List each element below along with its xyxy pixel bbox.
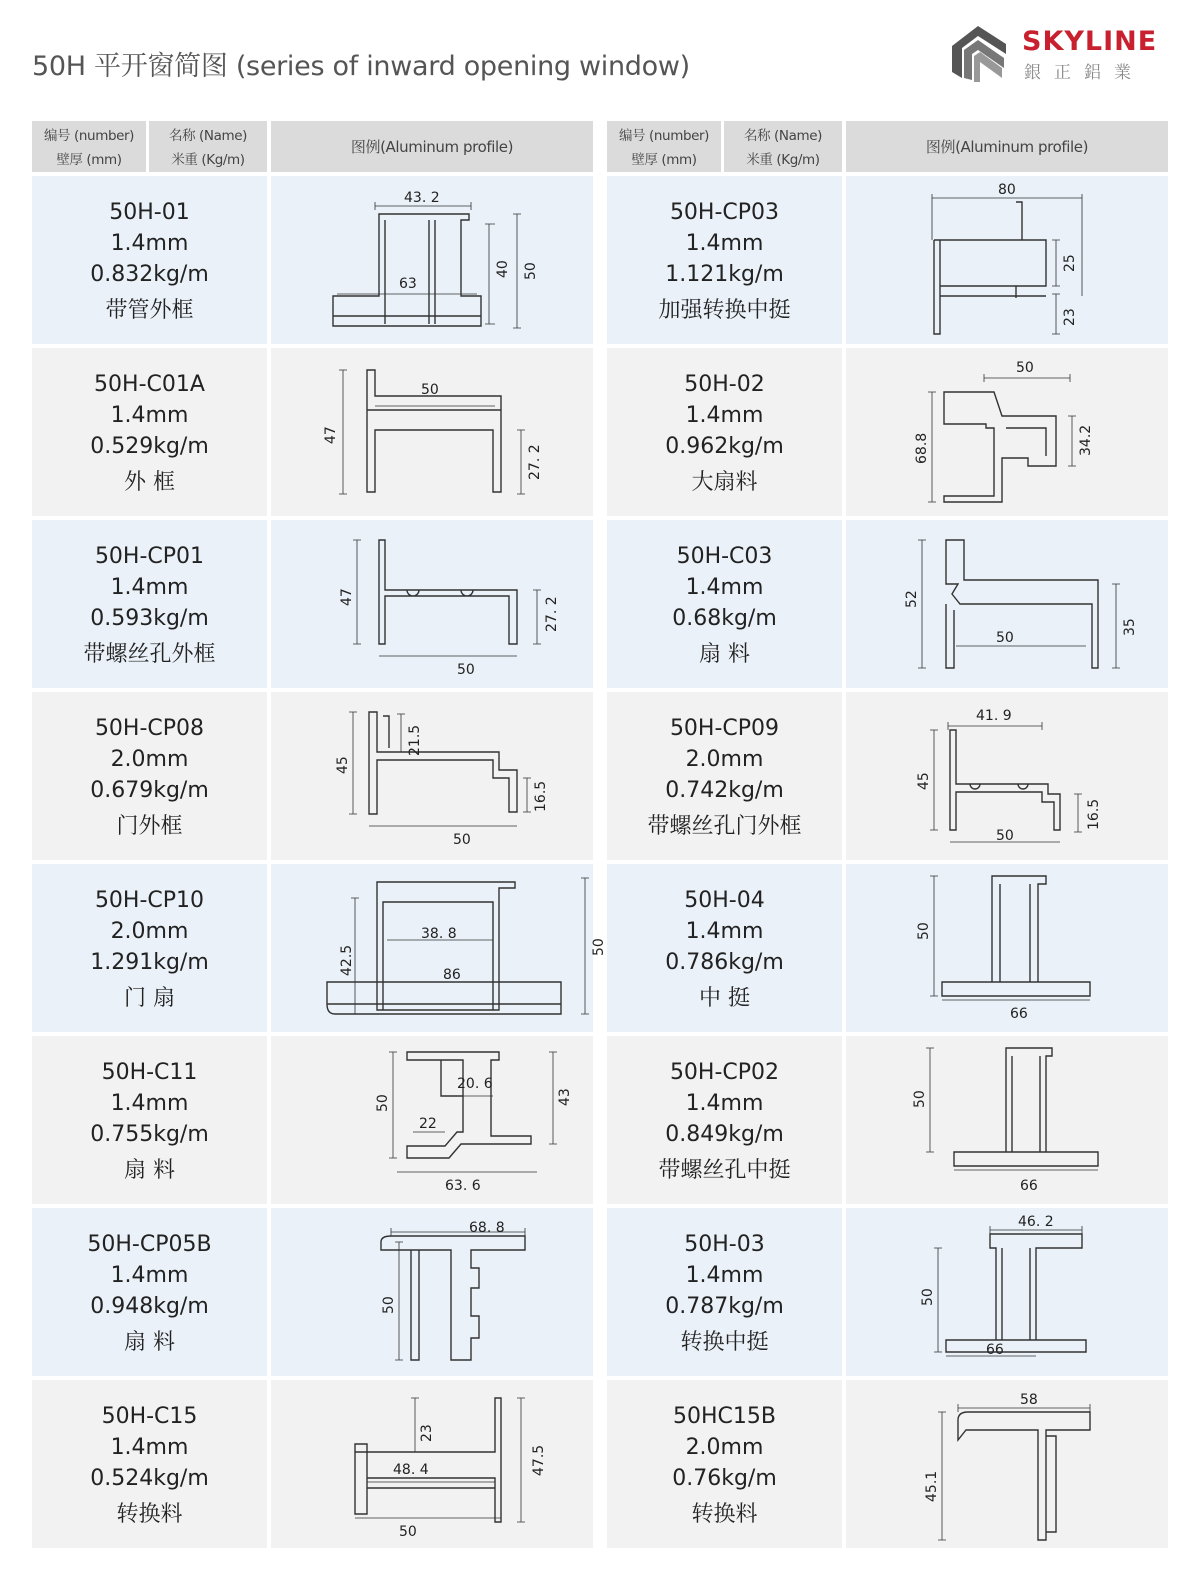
profile-name: 带螺丝孔门外框 <box>647 814 802 839</box>
profile-info <box>32 176 267 344</box>
table-row <box>32 1208 593 1376</box>
profile-name: 带螺丝孔外框 <box>83 642 216 667</box>
dim-label: 22 <box>419 1116 437 1132</box>
header-thickness: 壁厚 (mm) <box>56 152 122 168</box>
profile-code: 50H-CP02 <box>669 1060 780 1085</box>
dim-label: 50 <box>1016 360 1034 376</box>
dim-label: 50 <box>399 1524 417 1540</box>
dim-label: 40 <box>495 260 511 278</box>
table-row <box>32 1036 593 1204</box>
profile-name: 门 扇 <box>124 986 175 1011</box>
table-row <box>607 864 1168 1032</box>
profile-figure <box>271 348 593 516</box>
profile-drawing <box>271 348 593 516</box>
dim-label: 58 <box>1020 1392 1038 1408</box>
profile-drawing <box>846 1208 1168 1376</box>
table-header <box>607 121 1168 172</box>
profile-info <box>32 348 267 516</box>
profile-thickness: 1.4mm <box>685 575 764 600</box>
dim-label: 68.8 <box>914 432 930 464</box>
profile-thickness: 1.4mm <box>685 231 764 256</box>
profile-thickness: 1.4mm <box>110 231 189 256</box>
left-table <box>32 121 607 1548</box>
profile-weight: 0.68kg/m <box>672 606 777 631</box>
profile-thickness: 1.4mm <box>110 575 189 600</box>
dim-label: 47 <box>323 426 339 444</box>
page-title: 50H 平开窗简图 (series of inward opening window) <box>32 51 690 82</box>
dim-label: 48. 4 <box>393 1462 429 1478</box>
profile-code: 50H-CP01 <box>94 544 205 569</box>
profile-code: 50H-CP03 <box>669 200 780 225</box>
profile-code: 50H-02 <box>684 372 765 397</box>
profile-name: 中 挺 <box>699 986 750 1011</box>
dim-label: 50 <box>453 832 471 848</box>
profile-weight: 0.76kg/m <box>672 1466 777 1491</box>
profile-code: 50H-C15 <box>101 1404 198 1429</box>
profile-info <box>32 692 267 860</box>
profile-weight: 0.742kg/m <box>665 778 784 803</box>
profile-drawing <box>271 1208 593 1376</box>
profile-weight: 0.593kg/m <box>90 606 209 631</box>
profile-drawing <box>271 692 593 860</box>
profile-code: 50H-CP09 <box>669 716 780 741</box>
profile-thickness: 1.4mm <box>685 1091 764 1116</box>
profile-figure <box>846 520 1168 688</box>
profile-name: 带螺丝孔中挺 <box>658 1158 791 1183</box>
profile-thickness: 1.4mm <box>110 1435 189 1460</box>
profile-weight: 0.786kg/m <box>665 950 784 975</box>
profile-code: 50H-C03 <box>676 544 773 569</box>
profile-figure <box>271 1208 593 1376</box>
table-row <box>607 176 1168 344</box>
profile-weight: 0.787kg/m <box>665 1294 784 1319</box>
profile-figure <box>846 692 1168 860</box>
table-header <box>32 121 593 172</box>
dim-label: 50 <box>523 262 539 280</box>
table-row <box>607 692 1168 860</box>
logo-mark-icon <box>944 22 1014 84</box>
right-table <box>607 121 1168 1548</box>
table-row <box>32 864 607 1032</box>
profile-info <box>607 1208 842 1376</box>
profile-weight: 0.529kg/m <box>90 434 209 459</box>
dim-label: 25 <box>1062 254 1078 272</box>
header-thickness: 壁厚 (mm) <box>631 152 697 168</box>
dim-label: 50 <box>996 828 1014 844</box>
profile-code: 50H-CP05B <box>87 1232 212 1257</box>
profile-drawing <box>846 692 1168 860</box>
profile-figure <box>271 520 593 688</box>
dim-label: 63 <box>399 276 417 292</box>
profile-drawing <box>846 1380 1168 1548</box>
table-row <box>32 176 593 344</box>
table-row <box>32 692 593 860</box>
profile-drawing <box>271 1380 593 1548</box>
dim-label: 45.1 <box>924 1470 940 1502</box>
table-row <box>607 1380 1168 1548</box>
header-number: 编号 (number) <box>618 128 710 144</box>
profile-drawing <box>271 864 607 1032</box>
profile-figure <box>846 864 1168 1032</box>
profile-name: 外 框 <box>124 470 175 495</box>
dim-label: 27. 2 <box>527 444 543 480</box>
dim-label: 38. 8 <box>421 926 457 942</box>
profile-name: 扇 料 <box>699 642 750 667</box>
table-row <box>32 1380 593 1548</box>
profile-name: 转换料 <box>691 1502 758 1527</box>
dim-label: 16.5 <box>1086 798 1102 830</box>
dim-label: 23 <box>1062 308 1078 326</box>
table-row <box>607 348 1168 516</box>
profile-info <box>32 1208 267 1376</box>
dim-label: 50 <box>912 1090 928 1108</box>
profile-name: 门外框 <box>116 814 183 839</box>
dim-label: 34.2 <box>1078 424 1094 456</box>
header-name: 名称 (Name) <box>168 128 248 144</box>
dim-label: 27. 2 <box>544 596 560 632</box>
profile-drawing <box>271 1036 593 1204</box>
profile-name: 大扇料 <box>691 470 758 495</box>
header-weight: 米重 (Kg/m) <box>171 152 245 168</box>
dim-label: 66 <box>986 1342 1004 1358</box>
logo-name: SKYLINE <box>1022 26 1158 57</box>
profile-info <box>607 1380 842 1548</box>
profile-name: 加强转换中挺 <box>658 298 791 323</box>
profile-code: 50H-CP08 <box>94 716 205 741</box>
profile-weight: 0.948kg/m <box>90 1294 209 1319</box>
dim-label: 45 <box>335 756 351 774</box>
profile-info <box>607 864 842 1032</box>
profile-thickness: 1.4mm <box>110 1091 189 1116</box>
header-figure: 图例(Aluminum profile) <box>350 138 514 156</box>
profile-code: 50H-CP10 <box>94 888 205 913</box>
dim-label: 50 <box>375 1094 391 1112</box>
profile-thickness: 2.0mm <box>110 747 189 772</box>
profile-thickness: 1.4mm <box>110 1263 189 1288</box>
profile-figure <box>846 348 1168 516</box>
profile-drawing <box>846 520 1168 688</box>
skyline-logo <box>944 22 1164 84</box>
profile-figure <box>846 1208 1168 1376</box>
profile-figure <box>271 864 607 1032</box>
profile-weight: 0.679kg/m <box>90 778 209 803</box>
profile-figure <box>846 1380 1168 1548</box>
dim-label: 52 <box>904 590 920 608</box>
profile-info <box>32 520 267 688</box>
dim-label: 50 <box>591 938 607 956</box>
profile-info <box>32 864 267 1032</box>
table-row <box>607 520 1168 688</box>
dim-label: 46. 2 <box>1018 1214 1054 1230</box>
profile-thickness: 1.4mm <box>110 403 189 428</box>
profile-info <box>607 1036 842 1204</box>
profile-code: 50H-03 <box>684 1232 765 1257</box>
dim-label: 47 <box>339 588 355 606</box>
dim-label: 50 <box>996 630 1014 646</box>
profile-code: 50H-C01A <box>94 372 205 397</box>
dim-label: 41. 9 <box>976 708 1012 724</box>
dim-label: 20. 6 <box>457 1076 493 1092</box>
dim-label: 42.5 <box>339 944 355 976</box>
profile-drawing <box>271 176 593 344</box>
profile-weight: 1.291kg/m <box>90 950 209 975</box>
profile-code: 50H-04 <box>684 888 765 913</box>
profile-thickness: 2.0mm <box>685 1435 764 1460</box>
dim-label: 50 <box>916 922 932 940</box>
profile-figure <box>271 1036 593 1204</box>
profile-info <box>32 1036 267 1204</box>
dim-label: 80 <box>998 182 1016 198</box>
profile-weight: 0.524kg/m <box>90 1466 209 1491</box>
dim-label: 66 <box>1010 1006 1028 1022</box>
header-number: 编号 (number) <box>43 128 135 144</box>
dim-label: 63. 6 <box>445 1178 481 1194</box>
profile-weight: 0.962kg/m <box>665 434 784 459</box>
dim-label: 43. 2 <box>404 190 440 206</box>
dim-label: 86 <box>443 967 461 983</box>
dim-label: 50 <box>920 1288 936 1306</box>
profile-code: 50H-C11 <box>101 1060 198 1085</box>
profile-name: 扇 料 <box>124 1158 175 1183</box>
profile-info <box>32 1380 267 1548</box>
profile-figure <box>271 1380 593 1548</box>
profile-weight: 1.121kg/m <box>665 262 784 287</box>
profile-thickness: 1.4mm <box>685 1263 764 1288</box>
profile-drawing <box>846 1036 1168 1204</box>
profile-name: 带管外框 <box>105 298 194 323</box>
dim-label: 23 <box>419 1424 435 1442</box>
header-weight: 米重 (Kg/m) <box>746 152 820 168</box>
profile-code: 50HC15B <box>673 1404 776 1429</box>
dim-label: 21.5 <box>407 724 423 756</box>
header-figure: 图例(Aluminum profile) <box>925 138 1089 156</box>
profile-weight: 0.849kg/m <box>665 1122 784 1147</box>
dim-label: 68. 8 <box>469 1220 505 1236</box>
dim-label: 50 <box>421 382 439 398</box>
profile-drawing <box>846 864 1168 1032</box>
profile-figure <box>271 692 593 860</box>
profile-figure <box>846 1036 1168 1204</box>
table-row <box>32 348 593 516</box>
profile-name: 转换中挺 <box>680 1330 769 1355</box>
table-row <box>607 1208 1168 1376</box>
profile-weight: 0.832kg/m <box>90 262 209 287</box>
dim-label: 66 <box>1020 1178 1038 1194</box>
profile-thickness: 1.4mm <box>685 919 764 944</box>
table-row <box>32 520 593 688</box>
profile-drawing <box>271 520 593 688</box>
header-name: 名称 (Name) <box>743 128 823 144</box>
profile-name: 转换料 <box>116 1502 183 1527</box>
profile-thickness: 2.0mm <box>110 919 189 944</box>
profile-weight: 0.755kg/m <box>90 1122 209 1147</box>
logo-subtitle: 銀正鋁業 <box>1024 63 1144 83</box>
profile-info <box>607 692 842 860</box>
profile-info <box>607 176 842 344</box>
dim-label: 50 <box>457 662 475 678</box>
profile-name: 扇 料 <box>124 1330 175 1355</box>
profile-thickness: 2.0mm <box>685 747 764 772</box>
profile-figure <box>846 176 1168 344</box>
profile-code: 50H-01 <box>109 200 190 225</box>
profile-info <box>607 520 842 688</box>
dim-label: 35 <box>1122 618 1138 636</box>
dim-label: 16.5 <box>533 780 549 812</box>
dim-label: 43 <box>557 1088 573 1106</box>
dim-label: 47.5 <box>531 1444 547 1476</box>
profile-info <box>607 348 842 516</box>
profile-drawing <box>846 176 1168 344</box>
profile-drawing <box>846 348 1168 516</box>
dim-label: 45 <box>916 772 932 790</box>
profile-figure <box>271 176 593 344</box>
profile-thickness: 1.4mm <box>685 403 764 428</box>
dim-label: 50 <box>381 1296 397 1314</box>
table-row <box>607 1036 1168 1204</box>
